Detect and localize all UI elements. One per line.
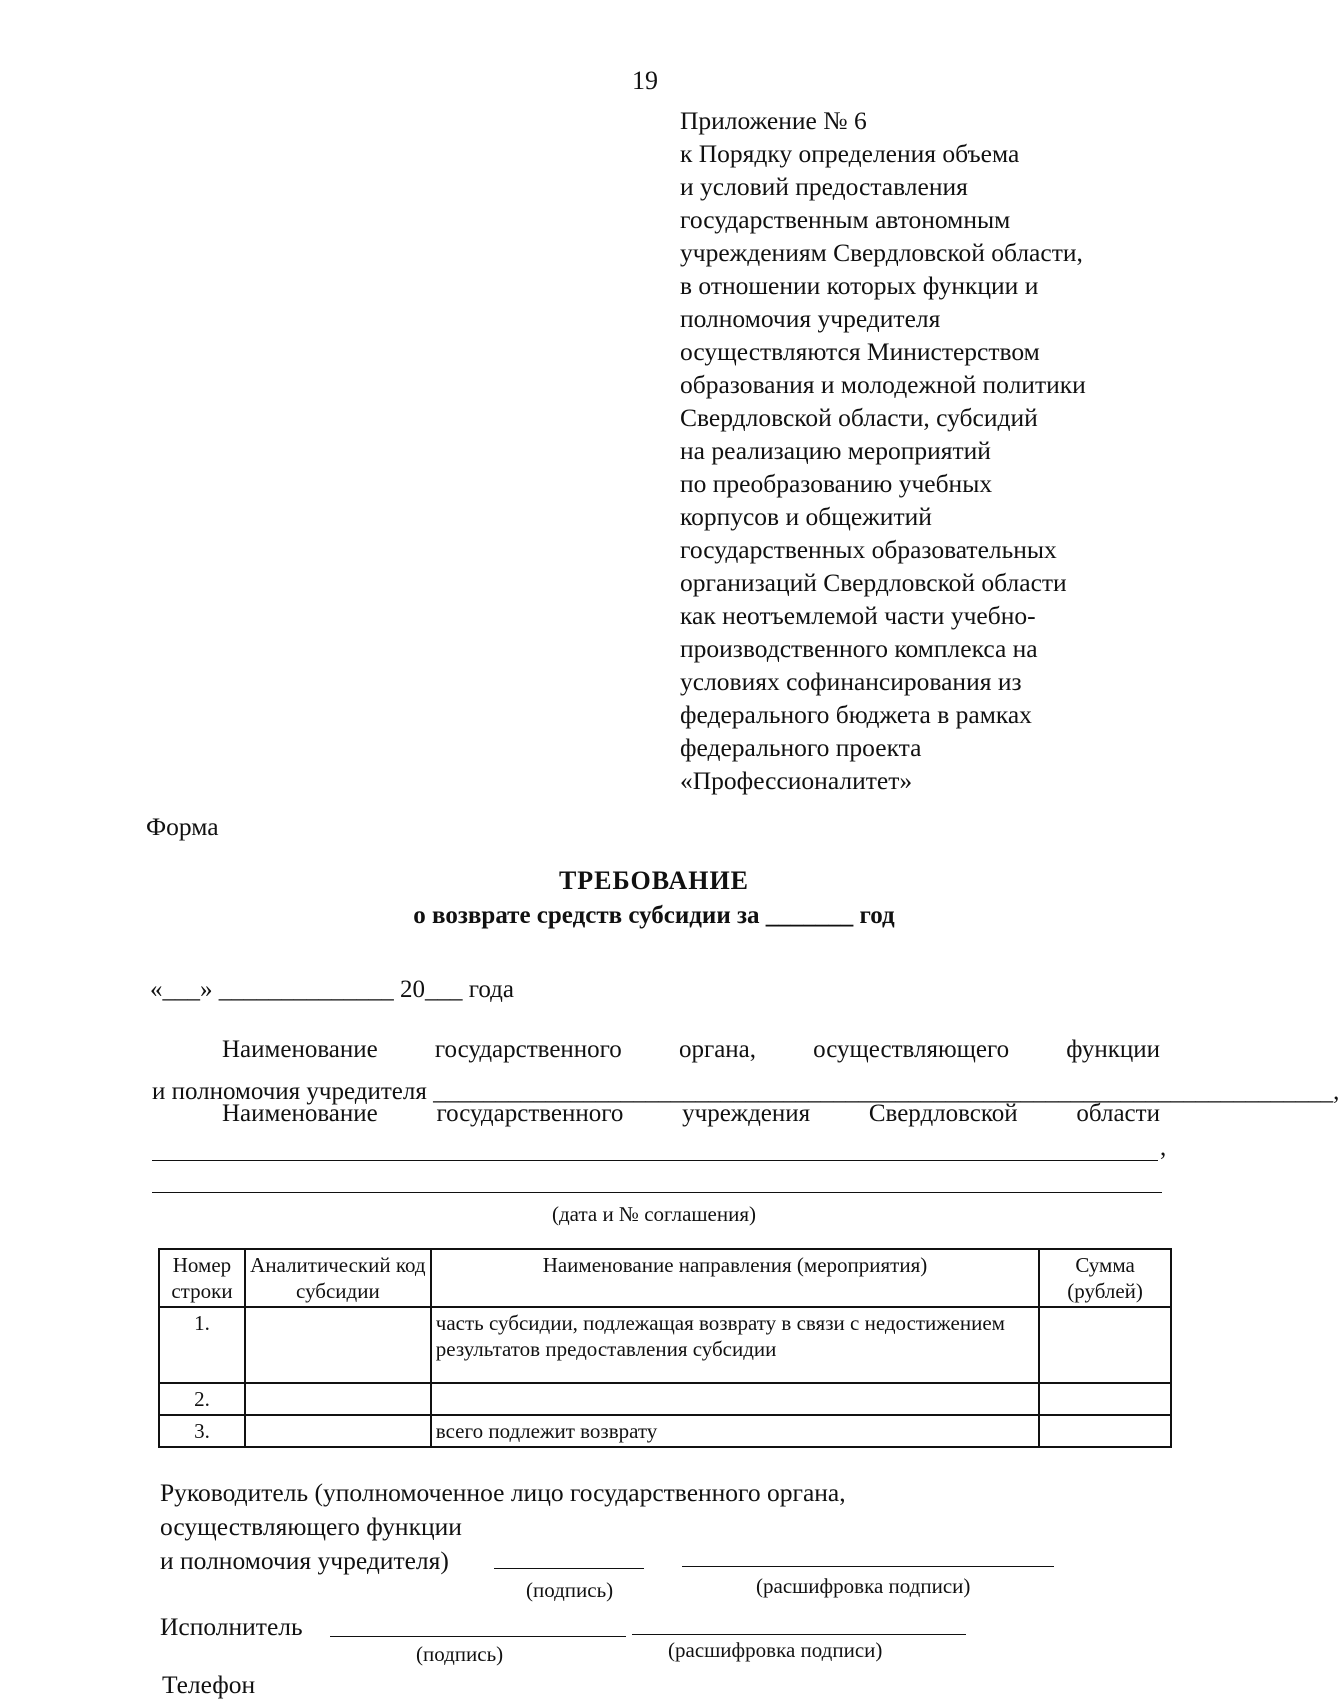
head-signature-blank (494, 1568, 644, 1569)
date-line: «___» ______________ 20___ года (150, 976, 514, 1003)
executor-signature-caption: (подпись) (416, 1642, 504, 1666)
institution-word: государственного (436, 1100, 624, 1127)
appendix-line: полномочия учредителя (680, 304, 941, 333)
row-number: 2. (159, 1383, 245, 1415)
head-label-line: Руководитель (уполномоченное лицо государственного органа, (160, 1478, 846, 1507)
head-decryption-blank (682, 1566, 1054, 1567)
appendix-line: и условий предоставления (680, 172, 968, 201)
org-founder-line: и полномочия учредителя ________________________________________________________________________, (152, 1078, 1339, 1105)
appendix-line: образования и молодежной политики (680, 370, 1086, 399)
row-direction: всего подлежит возврату (431, 1415, 1039, 1447)
org-name-line (152, 1036, 1160, 1064)
header-row-number: Номер строки (159, 1249, 245, 1307)
head-signature-caption: (подпись) (526, 1578, 614, 1602)
row-sum (1039, 1415, 1171, 1447)
refund-table (158, 1248, 1172, 1448)
executor-decryption-caption: (расшифровка подписи) (668, 1638, 883, 1662)
appendix-line: Приложение № 6 (680, 106, 867, 135)
appendix-line: условиях софинансирования из (680, 667, 1022, 696)
appendix-line: осуществляются Министерством (680, 337, 1040, 366)
row-sum (1039, 1383, 1171, 1415)
page-number: 19 (632, 66, 658, 95)
appendix-line: федерального проекта (680, 733, 922, 762)
table-row (159, 1307, 1171, 1383)
head-decryption-caption: (расшифровка подписи) (756, 1574, 971, 1598)
appendix-line: государственных образовательных (680, 535, 1057, 564)
appendix-line: учреждениям Свердловской области, (680, 238, 1083, 267)
org-word: органа, (678, 1036, 757, 1063)
appendix-line: федерального бюджета в рамках (680, 700, 1032, 729)
appendix-line: в отношении которых функции и (680, 271, 1039, 300)
row-code (245, 1383, 431, 1415)
row-number: 3. (159, 1415, 245, 1447)
org-word: Наименование (222, 1036, 378, 1063)
org-word: государственного (434, 1036, 622, 1063)
appendix-line: корпусов и общежитий (680, 502, 932, 531)
institution-word: Свердловской (868, 1100, 1018, 1127)
row-code (245, 1307, 431, 1383)
row-number: 1. (159, 1307, 245, 1383)
header-sum: Сумма (рублей) (1039, 1249, 1171, 1307)
appendix-line: как неотъемлемой части учебно- (680, 601, 1036, 630)
institution-blank-line (152, 1160, 1158, 1161)
appendix-block (680, 104, 1180, 797)
institution-name-line (152, 1100, 1160, 1128)
document-title: ТРЕБОВАНИЕ (558, 866, 750, 895)
appendix-line: организаций Свердловской области (680, 568, 1067, 597)
appendix-line: к Порядку определения объема (680, 139, 1020, 168)
table-header-row (159, 1249, 1171, 1307)
header-code: Аналитический код субсидии (245, 1249, 431, 1307)
table-row (159, 1415, 1171, 1447)
org-word: осуществляющего (813, 1036, 1010, 1063)
appendix-line: на реализацию мероприятий (680, 436, 991, 465)
org-word: функции (1066, 1036, 1160, 1063)
agreement-blank-line (152, 1192, 1162, 1193)
document-subtitle: о возврате средств субсидии за _______ год (413, 902, 895, 929)
institution-word: учреждения (682, 1100, 811, 1127)
head-label-line: и полномочия учредителя) (160, 1546, 449, 1575)
executor-label: Исполнитель (160, 1612, 303, 1641)
appendix-line: Свердловской области, субсидий (680, 403, 1038, 432)
appendix-line: производственного комплекса на (680, 634, 1038, 663)
head-label-line: осуществляющего функции (160, 1512, 462, 1541)
head-signature-block (160, 1476, 846, 1578)
executor-signature-blank (330, 1636, 626, 1637)
form-label: Форма (146, 812, 219, 841)
row-code (245, 1415, 431, 1447)
appendix-line: «Профессионалитет» (680, 766, 913, 795)
appendix-line: по преобразованию учебных (680, 469, 993, 498)
executor-decryption-blank (632, 1634, 966, 1635)
appendix-line: государственным автономным (680, 205, 1011, 234)
row-direction: часть субсидии, подлежащая возврату в связи с недостижением результатов предоставления субсидии (431, 1307, 1039, 1383)
table-row (159, 1383, 1171, 1415)
institution-word: Наименование (222, 1100, 378, 1127)
institution-comma: , (1160, 1134, 1167, 1161)
header-direction: Наименование направления (мероприятия) (431, 1249, 1039, 1307)
agreement-caption: (дата и № соглашения) (551, 1202, 757, 1226)
row-direction (431, 1383, 1039, 1415)
row-sum (1039, 1307, 1171, 1383)
phone-label: Телефон (162, 1670, 256, 1699)
institution-word: области (1076, 1100, 1160, 1127)
